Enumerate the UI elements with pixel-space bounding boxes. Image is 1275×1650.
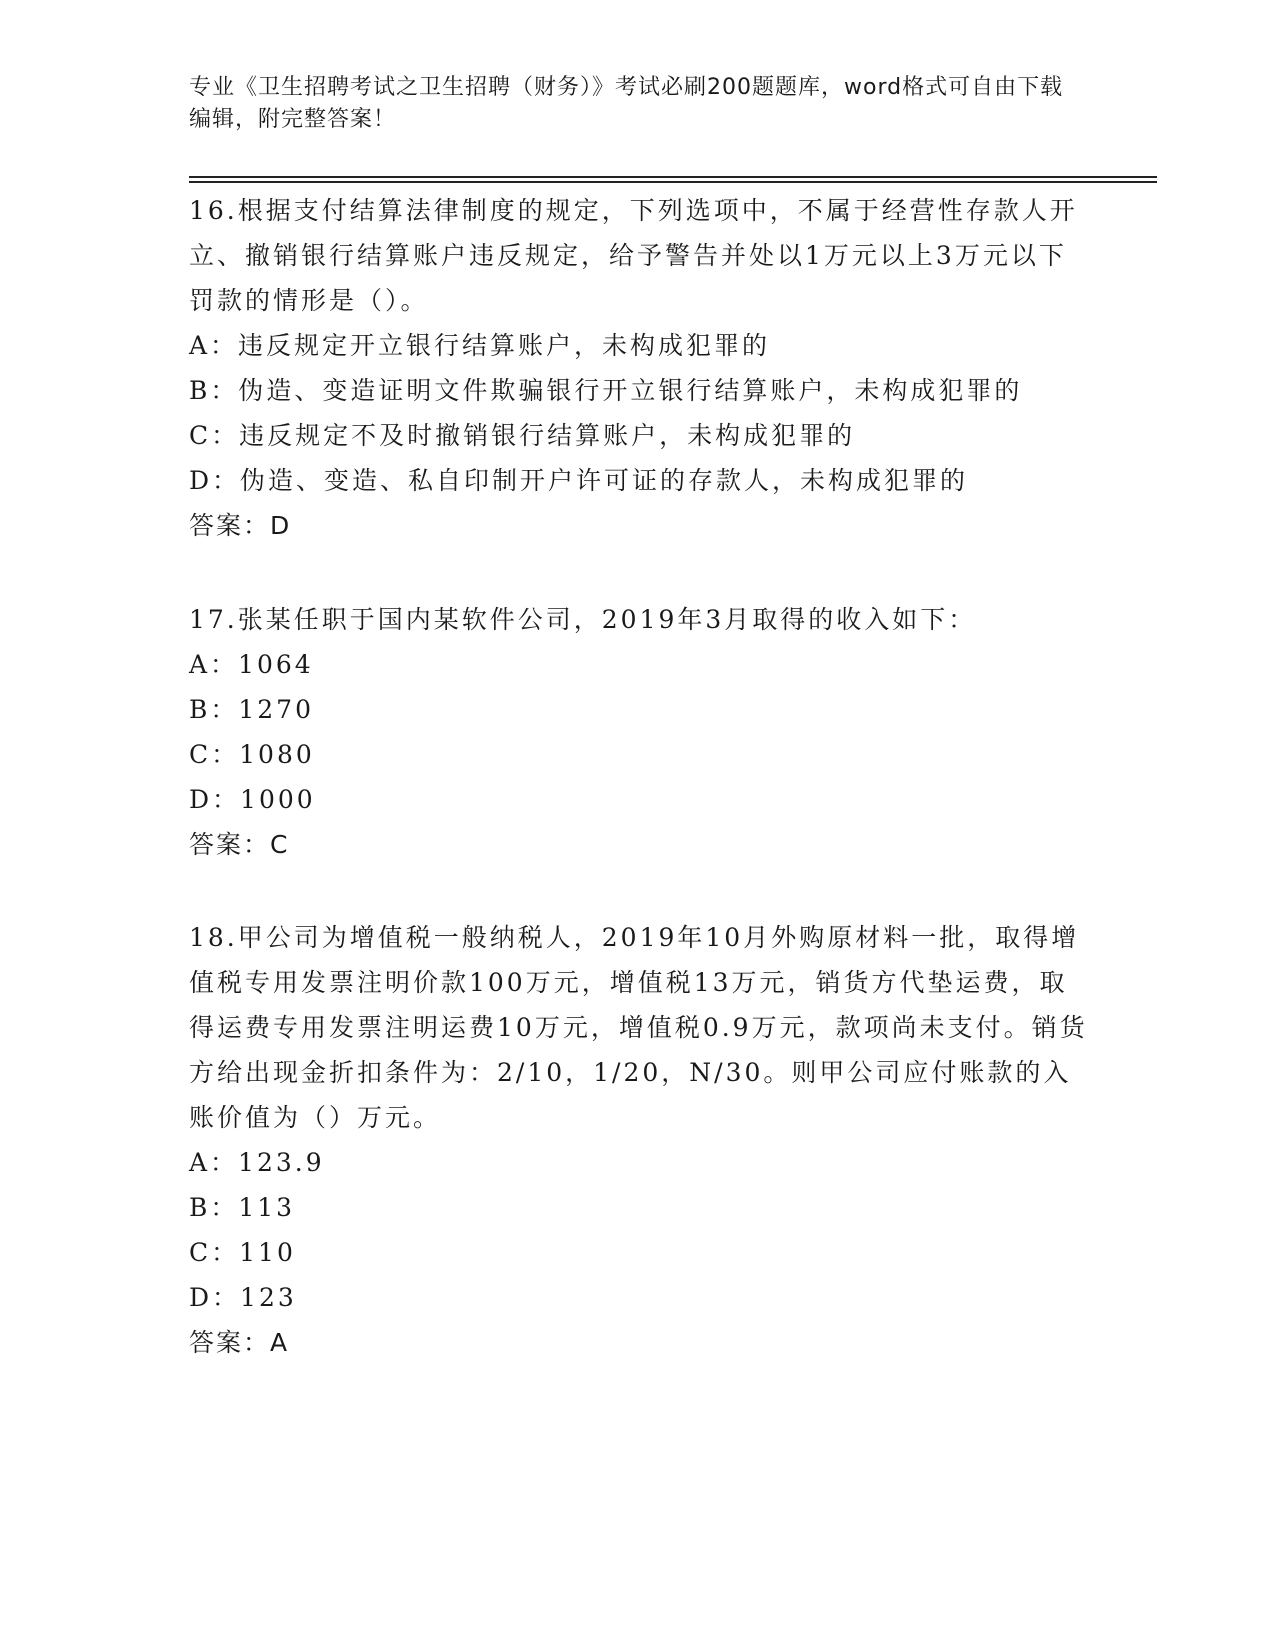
question-18 bbox=[189, 915, 1089, 1365]
option-b: B：1270 bbox=[189, 695, 314, 724]
header-divider-top bbox=[189, 176, 1157, 178]
option-d: D：1000 bbox=[189, 785, 316, 814]
answer-label: 答案：C bbox=[189, 830, 290, 859]
document-header: 专业《卫生招聘考试之卫生招聘（财务）》考试必刷200题题库，word格式可自由下载编辑，附完整答案！ bbox=[189, 75, 1064, 132]
answer-label: 答案：A bbox=[189, 1328, 290, 1357]
question-stem: 17.张某任职于国内某软件公司，2019年3月取得的收入如下： bbox=[189, 605, 977, 634]
option-a: A：1064 bbox=[189, 650, 314, 679]
option-a: A：违反规定开立银行结算账户，未构成犯罪的 bbox=[189, 331, 771, 360]
question-16 bbox=[189, 188, 1089, 548]
option-a: A：123.9 bbox=[189, 1148, 325, 1177]
answer-label: 答案：D bbox=[189, 511, 292, 540]
option-c: C：违反规定不及时撤销银行结算账户，未构成犯罪的 bbox=[189, 421, 856, 450]
question-stem: 16.根据支付结算法律制度的规定，下列选项中，不属于经营性存款人开立、撤销银行结算账户违反规定，给予警告并处以1万元以上3万元以下罚款的情形是（）。 bbox=[189, 196, 1078, 315]
option-b: B：113 bbox=[189, 1193, 296, 1222]
header-divider-bottom bbox=[189, 181, 1157, 183]
option-d: D：伪造、变造、私自印制开户许可证的存款人，未构成犯罪的 bbox=[189, 466, 969, 495]
option-d: D：123 bbox=[189, 1283, 297, 1312]
question-17 bbox=[189, 597, 1089, 867]
option-b: B：伪造、变造证明文件欺骗银行开立银行结算账户，未构成犯罪的 bbox=[189, 376, 1023, 405]
question-stem: 18.甲公司为增值税一般纳税人，2019年10月外购原材料一批，取得增值税专用发票注明价款100万元，增值税13万元，销货方代垫运费，取得运费专用发票注明运费10万元，增值税0.9万元，款项尚未支付。销货方给出现金折扣条件为：2/10，1/20，N/30。则甲公司应付账款的入账价值为（）万元。 bbox=[189, 923, 1088, 1132]
option-c: C：110 bbox=[189, 1238, 296, 1267]
option-c: C：1080 bbox=[189, 740, 315, 769]
